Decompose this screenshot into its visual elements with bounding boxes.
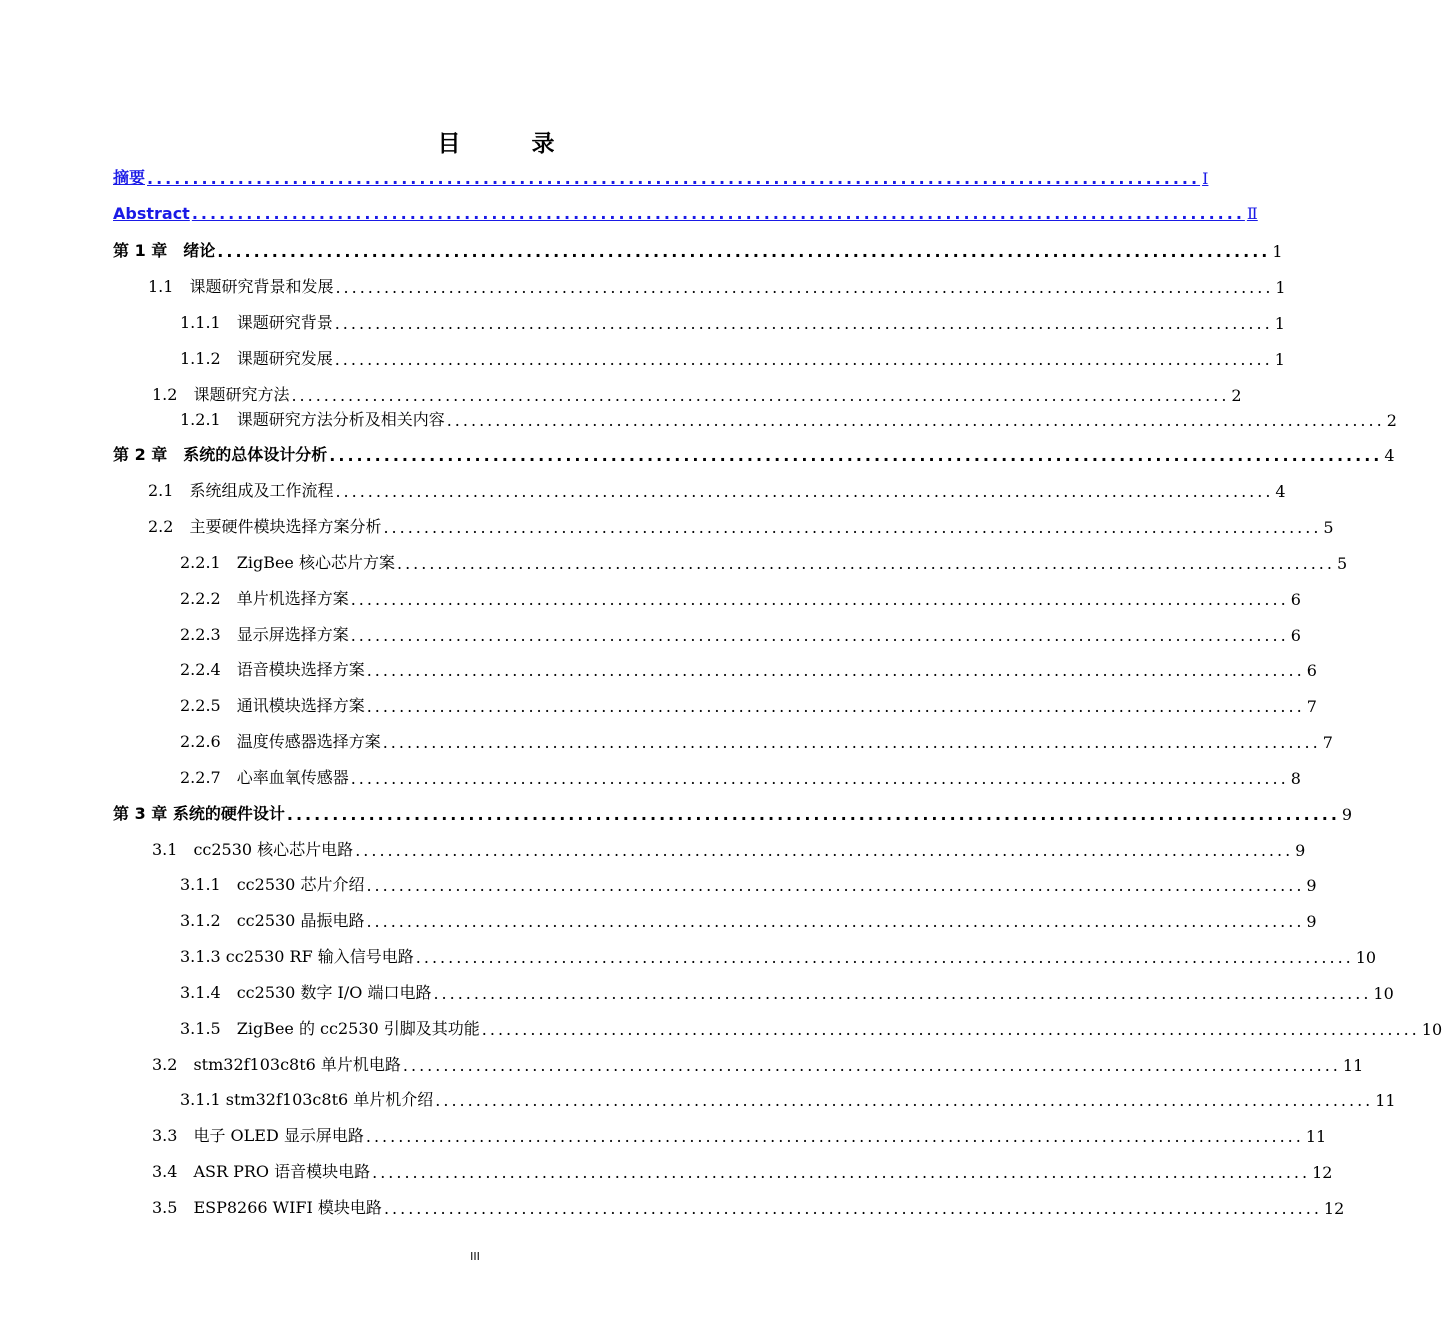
toc-entry-2-2-4[interactable]: 2.2.4 语音模块选择方案 .................................................................................................................... 6 (180, 658, 836, 680)
toc-entry-page: 11 (1305, 1127, 1327, 1146)
toc-entry-label: 3.4 ASR PRO 语音模块电路 (152, 1162, 371, 1181)
toc-entry-label: 第 1 章 绪论 (113, 241, 216, 260)
toc-entry-label: 2.2.1 ZigBee 核心芯片方案 (180, 553, 395, 572)
toc-entry-label: 3.1.4 cc2530 数字 I/O 端口电路 (180, 983, 432, 1002)
page-title: 目 录 (437, 131, 579, 157)
toc-entry-label: 第 2 章 系统的总体设计分析 (113, 445, 328, 464)
toc-entry-chapter-2[interactable]: 第 2 章 系统的总体设计分析 .................................................................................................................... 4 (113, 443, 836, 465)
toc-entry-label: 2.2.2 单片机选择方案 (180, 589, 349, 608)
toc-entry-label: 第 3 章 系统的硬件设计 (113, 804, 285, 823)
toc-entry-2-1[interactable]: 2.1 系统组成及工作流程 .................................................................................................................... 4 (148, 479, 836, 501)
toc-entry-page: 11 (1342, 1056, 1364, 1075)
toc-entry-page: 9 (1341, 805, 1353, 824)
toc-entry-page: 1 (1275, 278, 1286, 297)
toc-entry-page: 9 (1306, 912, 1317, 931)
toc-entry-label: 2.2 主要硬件模块选择方案分析 (148, 517, 382, 536)
toc-entry-label: 1.1.1 课题研究背景 (180, 313, 333, 332)
toc-entry-label: 3.1.5 ZigBee 的 cc2530 引脚及其功能 (180, 1019, 480, 1038)
toc-entry-2-2[interactable]: 2.2 主要硬件模块选择方案分析 .................................................................................................................... 5 (148, 515, 836, 537)
toc-entry-label: 1.1 课题研究背景和发展 (148, 277, 334, 296)
toc-entry-label: 2.2.4 语音模块选择方案 (180, 660, 365, 679)
toc-entry-2-2-1[interactable]: 2.2.1 ZigBee 核心芯片方案 .................................................................................................................... 5 (180, 551, 836, 573)
toc-entry-3-3[interactable]: 3.3 电子 OLED 显示屏电路 .................................................................................................................... 11 (152, 1124, 836, 1146)
toc-entry-chapter-1[interactable]: 第 1 章 绪论 .................................................................................................................... 1 (113, 239, 836, 261)
toc-entry-label: 1.1.2 课题研究发展 (180, 349, 333, 368)
toc-entry-2-2-2[interactable]: 2.2.2 单片机选择方案 .................................................................................................................... 6 (180, 587, 836, 609)
toc-entry-label: 3.1.3 cc2530 RF 输入信号电路 (180, 947, 414, 966)
toc-entry-2-2-6[interactable]: 2.2.6 温度传感器选择方案 .................................................................................................................... 7 (180, 730, 836, 752)
toc-entry-3-1-2[interactable]: 3.1.2 cc2530 晶振电路 .................................................................................................................... 9 (180, 909, 836, 931)
toc-entry-label: 3.5 ESP8266 WIFI 模块电路 (152, 1198, 382, 1217)
toc-entry-page: 11 (1375, 1091, 1396, 1110)
toc-entry-label: 2.2.6 温度传感器选择方案 (180, 732, 381, 751)
toc-entry-page: 10 (1355, 948, 1377, 967)
toc-entry-page: 8 (1290, 769, 1301, 788)
toc-entry-label: 摘要 (113, 168, 146, 187)
toc-entry-page: 10 (1421, 1020, 1442, 1039)
toc-entry-page: 1 (1274, 350, 1285, 369)
toc-entry-1-2[interactable]: 1.2 课题研究方法 .................................................................................................................... 2 (152, 383, 832, 405)
toc-entry-label: 3.3 电子 OLED 显示屏电路 (152, 1126, 364, 1145)
toc-entry-page: 7 (1306, 697, 1317, 716)
toc-entry-3-1[interactable]: 3.1 cc2530 核心芯片电路 .................................................................................................................... 9 (152, 838, 836, 860)
toc-entry-page: 6 (1290, 626, 1301, 645)
toc-entry-page: 12 (1312, 1163, 1333, 1182)
page-number-footer: III (470, 1250, 480, 1263)
toc-entry-page: 6 (1290, 590, 1301, 609)
toc-entry-label: 2.1 系统组成及工作流程 (148, 481, 334, 500)
toc-entry-page: 1 (1274, 314, 1285, 333)
toc-entry-label: 3.1.1 cc2530 芯片介绍 (180, 875, 365, 894)
toc-entry-label: 3.1.2 cc2530 晶振电路 (180, 911, 365, 930)
toc-entry-3-5[interactable]: 3.5 ESP8266 WIFI 模块电路 .................................................................................................................... 12 (152, 1196, 836, 1218)
toc-entry-3-2[interactable]: 3.2 stm32f103c8t6 单片机电路 .................................................................................................................... 11 (152, 1053, 836, 1075)
toc-entry-1-2-1[interactable]: 1.2.1 课题研究方法分析及相关内容 .................................................................................................................... 2 (180, 408, 836, 430)
toc-entry-chapter-3[interactable]: 第 3 章 系统的硬件设计 .................................................................................................................... 9 (113, 802, 836, 824)
toc-entry-page: 4 (1384, 446, 1395, 465)
toc-entry-page: 4 (1275, 482, 1286, 501)
toc-entry-abstract-en[interactable]: Abstract .................................................................................................................... Ⅱ (113, 204, 1258, 223)
toc-entry-page: 12 (1323, 1199, 1345, 1218)
toc-entry-3-1-3[interactable]: 3.1.3 cc2530 RF 输入信号电路 .................................................................................................................... 10 (180, 945, 836, 967)
toc-entry-abstract-cn[interactable]: 摘要 .................................................................................................................... Ⅰ (113, 166, 836, 188)
toc-entry-3-1-1[interactable]: 3.1.1 cc2530 芯片介绍 .................................................................................................................... 9 (180, 873, 836, 895)
toc-entry-page: 6 (1306, 661, 1317, 680)
toc-entry-page: 9 (1306, 876, 1317, 895)
toc-entry-1-1-1[interactable]: 1.1.1 课题研究背景 .................................................................................................................... 1 (180, 311, 836, 333)
toc-entry-1-1[interactable]: 1.1 课题研究背景和发展 .................................................................................................................... 1 (148, 275, 836, 297)
toc-entry-3-4[interactable]: 3.4 ASR PRO 语音模块电路 .................................................................................................................... 12 (152, 1160, 836, 1182)
toc-entry-page: 5 (1336, 554, 1348, 573)
toc-entry-3-1-5[interactable]: 3.1.5 ZigBee 的 cc2530 引脚及其功能 .................................................................................................................... 10 (180, 1017, 836, 1039)
toc-entry-page: 7 (1322, 733, 1333, 752)
toc-entry-label: 2.2.7 心率血氧传感器 (180, 768, 349, 787)
toc-entry-3-2-1[interactable]: 3.1.1 stm32f103c8t6 单片机介绍 .................................................................................................................... 11 (180, 1088, 836, 1110)
toc-entry-page: 1 (1272, 242, 1283, 261)
toc-entry-2-2-3[interactable]: 2.2.3 显示屏选择方案 .................................................................................................................... 6 (180, 623, 836, 645)
toc-entry-page: Ⅱ (1246, 204, 1258, 223)
toc-entry-label: Abstract (113, 204, 190, 223)
toc-entry-label: 1.2 课题研究方法 (152, 385, 290, 404)
toc-entry-page: Ⅰ (1202, 169, 1209, 188)
toc-entry-3-1-4[interactable]: 3.1.4 cc2530 数字 I/O 端口电路 .................................................................................................................... 10 (180, 981, 836, 1003)
toc-entry-label: 3.1 cc2530 核心芯片电路 (152, 840, 354, 859)
toc-entry-label: 2.2.5 通讯模块选择方案 (180, 696, 365, 715)
toc-entry-label: 3.2 stm32f103c8t6 单片机电路 (152, 1055, 401, 1074)
toc-entry-2-2-7[interactable]: 2.2.7 心率血氧传感器 .................................................................................................................... 8 (180, 766, 836, 788)
toc-entry-page: 2 (1386, 411, 1397, 430)
toc-entry-page: 5 (1323, 518, 1334, 537)
toc-entry-2-2-5[interactable]: 2.2.5 通讯模块选择方案 .................................................................................................................... 7 (180, 694, 836, 716)
toc-entry-page: 2 (1231, 386, 1242, 405)
toc-entry-1-1-2[interactable]: 1.1.2 课题研究发展 .................................................................................................................... 1 (180, 347, 836, 369)
toc-entry-label: 3.1.1 stm32f103c8t6 单片机介绍 (180, 1090, 434, 1109)
toc-entry-page: 9 (1295, 841, 1306, 860)
toc-entry-page: 10 (1373, 984, 1394, 1003)
toc-entry-label: 2.2.3 显示屏选择方案 (180, 625, 349, 644)
toc-entry-label: 1.2.1 课题研究方法分析及相关内容 (180, 410, 445, 429)
